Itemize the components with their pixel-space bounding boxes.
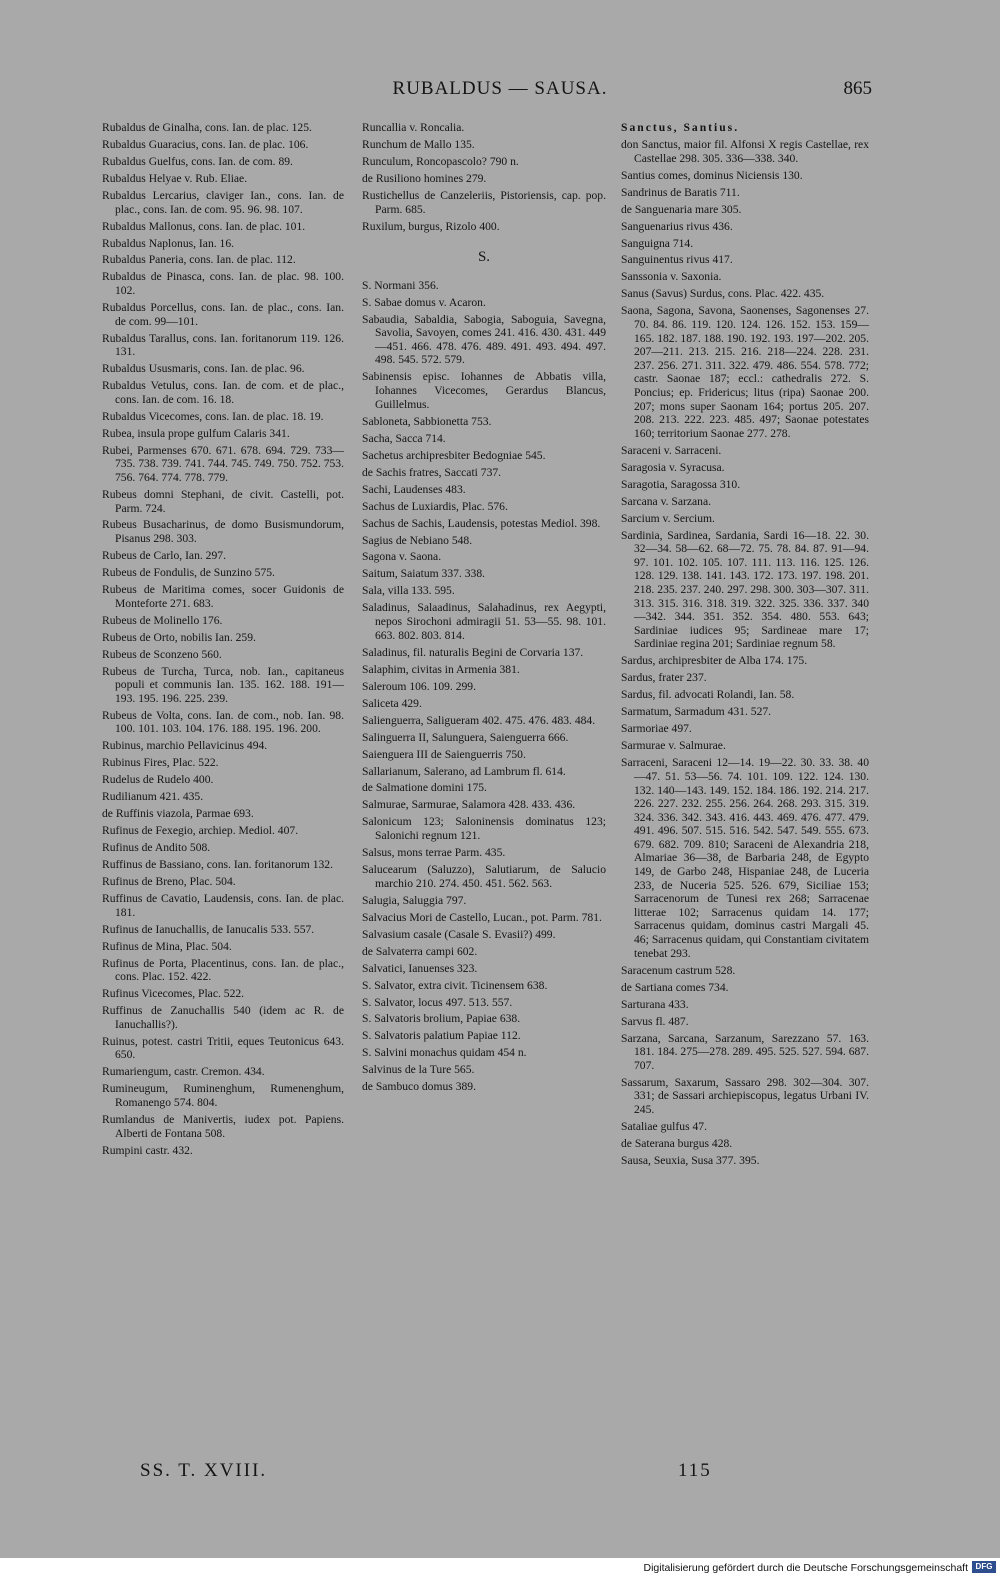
index-entry: Sala, villa 133. 595. (362, 584, 455, 598)
index-entry: Salinguerra II, Salunguera, Saienguerra 666. (362, 730, 569, 744)
index-entry: Salaphim, civitas in Armenia 381. (362, 662, 520, 676)
index-entry: Rubeus de Carlo, Ian. 297. (102, 549, 226, 563)
index-entry: de Sanguenaria mare 305. (621, 202, 742, 216)
index-entry: de Salmatione domini 175. (362, 781, 487, 795)
index-entry: S. Normani 356. (362, 278, 439, 292)
section-letter: S. (477, 249, 491, 266)
index-entry: Salienguerra, Saligueram 402. 475. 476. 483. 484. (362, 713, 596, 727)
index-entry: Saleroum 106. 109. 299. (362, 679, 476, 693)
index-entry: Rubeus de Molinello 176. (102, 613, 223, 627)
index-entry: Runcallia v. Roncalia. (362, 121, 465, 134)
index-entry: don Sanctus, maior fil. Alfonsi X regis Castellae, rex Castellae 298. 305. 336—338. 340. (621, 137, 869, 165)
index-entry: Rubeus de Orto, nobilis Ian. 259. (102, 630, 256, 644)
index-entry: Sandrinus de Baratis 711. (621, 185, 740, 199)
index-entry: Salvacius Mori de Castello, Lucan., pot. Parm. 781. (362, 910, 602, 924)
index-column-middle (362, 121, 606, 1097)
index-column-right (621, 121, 869, 1171)
index-entry: Rubaldus Naplonus, Ian. 16. (102, 236, 235, 250)
index-entry: Rufinus de Ianuchallis, de Ianucalis 533. 557. (102, 922, 315, 936)
index-group-r-end (362, 121, 606, 233)
index-entry: Rubaldus Tarallus, cons. Ian. foritanorum 119. 126. 131. (102, 331, 344, 359)
index-entry: Rufinus de Andito 508. (102, 841, 211, 855)
index-entry: Rubaldus Vicecomes, cons. Ian. de plac. 18. 19. (102, 409, 324, 423)
index-entry: Rubeus de Sconzeno 560. (102, 647, 222, 661)
index-entry: Rubaldus Porcellus, cons. Ian. de plac., cons. Ian. de com. 99—101. (102, 301, 344, 328)
index-entry: Rumlandus de Manivertis, iudex pot. Papiens. Alberti de Fontana 508. (102, 1113, 344, 1140)
index-entry: Sassarum, Saxarum, Sassaro 298. 302—304. 307. 331; de Sassari archiepiscopus, legatus Urbani IV. 245. (621, 1075, 869, 1116)
index-entry: Salonicum 123; Saloninensis dominatus 123; Salonichi regnum 121. (362, 815, 606, 843)
index-entry: Sardus, archipresbiter de Alba 174. 175. (621, 654, 808, 668)
index-entry: Sarmoriae 497. (621, 722, 692, 736)
index-entry: Rubeus de Volta, cons. Ian. de com., nob. Ian. 98. 100. 101. 103. 104. 176. 188. 195. 196. 200. (102, 708, 344, 736)
index-entry: Saona, Sagona, Savona, Saonenses, Sagonenses 27. 70. 84. 86. 119. 120. 124. 126. 152. 153. 159—165. 182. 187. 188. 190. 192. 193. 197—202. 205. 207—211. 213. 215. 216. 218—224. 228. 231. 237. 256. 271. 311. 322. 479. 486. 554. 578. 772; castr. Saonae 187; eccl.: cathedralis 272. S. Poncius; ep. Fridericus; litus (ripa) Saonae 200. 207; mons super Saonam 164; portus 205. 207. 208. 213. 222. 223. 485. 497; Saonae potestates 160; territorium Saonae 277. 278. (621, 304, 869, 440)
index-entry: Rubeus de Turcha, Turca, nob. Ian., capitaneus populi et communis Ian. 135. 162. 188. 191—193. 195. 196. 225. 239. (102, 664, 344, 705)
index-entry: de Salvaterra campi 602. (362, 944, 478, 958)
index-entry: Sarraceni, Saraceni 12—14. 19—22. 30. 33. 38. 40—47. 51. 53—56. 74. 101. 109. 122. 124. 130. 132. 140—143. 149. 152. 184. 186. 192. 214. 217. 226. 227. 232. 255. 256. 264. 268. 293. 315. 319. 324. 336. 342. 343. 416. 443. 469. 476. 477. 479. 491. 496. 507. 515. 516. 542. 547. 549. 555. 673. 679. 682. 709. 810; Saraceni de Alexandria 218, Almariae 36—38, de Barbaria 248, de Egypto 149, de Garbo 248, Hispaniae 248, de Luceria 233, de Nuceria 525. 526. 679, Siciliae 153; Sarracenorum de Tunesi rex 268; Sarracenae litterae 102; Sarracenus quidam 14. 177; Sarracenus quidam, dominus castri Margali 45. 46; Sarracenus quidam, qui Constantiam civitatem tenebat 293. (621, 756, 869, 960)
volume-label: SS. T. XVIII. (140, 1460, 268, 1481)
index-entry: Saladinus, Salaadinus, Salahadinus, rex Aegypti, nepos Sirochoni admiragii 51. 53—55. 98. 101. 663. 802. 803. 814. (362, 601, 606, 642)
index-entry: Saladinus, fil. naturalis Begini de Corvaria 137. (362, 645, 584, 659)
index-entry: Rubaldus Helyae v. Rub. Eliae. (102, 171, 248, 185)
index-entry: Rubeus domni Stephani, de civit. Castelli, pot. Parm. 724. (102, 487, 344, 515)
index-entry: de Sambuco domus 389. (362, 1080, 476, 1094)
index-entry: Sataliae gulfus 47. (621, 1119, 707, 1133)
index-entry: Rubinus Fires, Plac. 522. (102, 756, 219, 770)
index-entry: Sanssonia v. Saxonia. (621, 270, 722, 284)
index-column-left (102, 121, 344, 1161)
index-entry: Rubaldus Guaracius, cons. Ian. de plac. 106. (102, 137, 309, 151)
index-entry: Sarmurae v. Salmurae. (621, 739, 726, 753)
index-entry: Rubeus de Fondulis, de Sunzino 575. (102, 566, 275, 580)
index-entry: Sardus, frater 237. (621, 671, 707, 685)
index-entry: Sanus (Savus) Surdus, cons. Plac. 422. 435. (621, 287, 825, 301)
index-entry: Ruxilum, burgus, Rizolo 400. (362, 219, 500, 233)
index-entry: Sagona v. Saona. (362, 550, 442, 564)
index-entry: Rubaldus de Pinasca, cons. Ian. de plac. 98. 100. 102. (102, 270, 344, 298)
index-entry: de Saterana burgus 428. (621, 1136, 733, 1150)
index-entry: Runchum de Mallo 135. (362, 137, 475, 151)
index-entry: Rubaldus Ususmaris, cons. Ian. de plac. 96. (102, 362, 305, 376)
index-entry: Rubei, Parmenses 670. 671. 678. 694. 729. 733—735. 738. 739. 741. 744. 745. 749. 750. 752. 753. 756. 764. 774. 778. 779. (102, 443, 344, 484)
index-entry: Rubaldus de Ginalha, cons. Ian. de plac. 125. (102, 121, 312, 134)
index-entry: Salvasium casale (Casale S. Evasii?) 499. (362, 927, 556, 941)
index-entry: Rubaldus Vetulus, cons. Ian. de com. et de plac., cons. Ian. de com. 16. 18. (102, 379, 344, 406)
index-entry: Sagius de Nebiano 548. (362, 533, 473, 547)
index-entry: Rumariengum, castr. Cremon. 434. (102, 1065, 265, 1079)
index-entry: Sachi, Laudenses 483. (362, 482, 466, 496)
index-entry: Sarcium v. Sercium. (621, 511, 715, 525)
signature-mark: 115 (678, 1460, 712, 1481)
index-entry: Rubaldus Mallonus, cons. Ian. de plac. 101. (102, 219, 306, 233)
index-entry: de Sachis fratres, Saccati 737. (362, 465, 502, 479)
index-entry: Rufinus Vicecomes, Plac. 522. (102, 987, 245, 1001)
index-entry: Salvinus de la Ture 565. (362, 1063, 475, 1077)
index-entry: Salmurae, Sarmurae, Salamora 428. 433. 436. (362, 798, 576, 812)
index-entry: Sardus, fil. advocati Rolandi, Ian. 58. (621, 688, 795, 702)
index-entry: Rufinus de Fexegio, archiep. Mediol. 407. (102, 824, 299, 838)
index-entry: Rubea, insula prope gulfum Calaris 341. (102, 426, 290, 440)
index-entry: Saragotia, Saragossa 310. (621, 477, 741, 491)
index-entry: Rufinus de Breno, Plac. 504. (102, 875, 236, 889)
index-entry: Sanguenarius rivus 436. (621, 219, 733, 233)
index-entry: S. Salvator, extra civit. Ticinensem 638. (362, 978, 548, 992)
index-entry: de Sartiana comes 734. (621, 980, 729, 994)
index-entry: Sachus de Luxiardis, Plac. 576. (362, 499, 508, 513)
index-entry: Sallarianum, Salerano, ad Lambrum fl. 614. (362, 764, 566, 778)
index-entry: de Ruffinis viazola, Parmae 693. (102, 807, 254, 821)
index-entry: Rubaldus Guelfus, cons. Ian. de com. 89. (102, 154, 293, 168)
index-entry: Saienguera III de Saienguerris 750. (362, 747, 526, 761)
index-entry: S. Salvini monachus quidam 454 n. (362, 1046, 527, 1060)
index-entry: Sabloneta, Sabbionetta 753. (362, 414, 492, 428)
index-entry: Ruffinus de Cavatio, Laudensis, cons. Ian. de plac. 181. (102, 892, 344, 919)
index-entry: S. Salvatoris palatium Papiae 112. (362, 1029, 521, 1043)
page-title: RUBALDUS — SAUSA. (392, 78, 608, 99)
page-number: 865 (843, 78, 872, 99)
index-entry: Salucearum (Saluzzo), Salutiarum, de Salucio marchio 210. 274. 450. 451. 562. 563. (362, 863, 606, 890)
index-entry: Rumpini castr. 432. (102, 1143, 193, 1157)
index-entry: S. Salvatoris brolium, Papiae 638. (362, 1012, 521, 1026)
index-entry: Sanguigna 714. (621, 236, 694, 250)
index-entry: Sarvus fl. 487. (621, 1014, 689, 1028)
index-entry: Sachus de Sachis, Laudensis, potestas Mediol. 398. (362, 516, 601, 530)
index-entry: Ruffinus de Zanuchallis 540 (idem ac R. de Ianuchallis?). (102, 1004, 344, 1031)
index-entry: Sabinensis episc. Iohannes de Abbatis villa, Iohannes Vicecomes, Gerardus Blancus, Guillelmus. (362, 370, 606, 411)
index-entry: Sanctus, Santius. (621, 121, 740, 134)
index-entry: Sanguinentus rivus 417. (621, 253, 733, 267)
index-entry: Saracenum castrum 528. (621, 963, 736, 977)
index-group-s (362, 279, 606, 1094)
index-entry: Salsus, mons terrae Parm. 435. (362, 846, 506, 860)
index-entry: Sarzana, Sarcana, Sarzanum, Sarezzano 57. 163. 181. 184. 275—278. 289. 495. 525. 527. 594. 687. 707. (621, 1031, 869, 1072)
index-entry: Rubeus Busacharinus, de domo Busismundorum, Pisanus 298. 303. (102, 518, 344, 546)
index-entry: Saliceta 429. (362, 696, 422, 710)
index-entry: Sacha, Sacca 714. (362, 431, 446, 445)
index-entry: Rubaldus Paneria, cons. Ian. de plac. 112. (102, 253, 296, 267)
index-entry: Salugia, Saluggia 797. (362, 893, 467, 907)
index-entry: S. Sabae domus v. Acaron. (362, 295, 486, 309)
index-entry: Rumineugum, Ruminenghum, Rumenenghum, Romanengo 574. 804. (102, 1082, 344, 1110)
index-entry: Saraceni v. Sarraceni. (621, 443, 722, 457)
index-entry: Sarturana 433. (621, 997, 689, 1011)
index-entry: Rubaldus Lercarius, claviger Ian., cons. Ian. de plac., cons. Ian. de com. 95. 96. 98. 107. (102, 188, 344, 216)
index-entry: Rufinus de Mina, Plac. 504. (102, 939, 232, 953)
index-entry: Rubeus de Maritima comes, socer Guidonis de Monteforte 271. 683. (102, 583, 344, 610)
index-entry: Runculum, Roncopascolo? 790 n. (362, 154, 519, 168)
index-entry: Sabaudia, Sabaldia, Sabogia, Saboguia, Savegna, Savolia, Savoyen, comes 241. 416. 430. 431. 449—451. 466. 478. 476. 489. 491. 493. 494. 497. 498. 545. 572. 579. (362, 312, 606, 367)
index-entry: Rufinus de Porta, Placentinus, cons. Ian. de plac., cons. Plac. 152. 422. (102, 956, 344, 984)
credit-text: Digitalisierung gefördert durch die Deutsche Forschungsgemeinschaft (643, 1562, 968, 1574)
index-entry: Rudelus de Rudelo 400. (102, 773, 214, 787)
index-entry: Rubinus, marchio Pellavicinus 494. (102, 739, 268, 753)
index-entry: Salvatici, Ianuenses 323. (362, 961, 478, 975)
index-entry: Saragosia v. Syracusa. (621, 460, 725, 474)
credit-bar (0, 1558, 1000, 1576)
index-entry: Saitum, Saiatum 337. 338. (362, 567, 486, 581)
dfg-logo: DFG (972, 1561, 996, 1573)
index-entry: Rudilianum 421. 435. (102, 790, 204, 804)
index-entry: Sachetus archipresbiter Bedogniae 545. (362, 448, 546, 462)
index-entry: Sarcana v. Sarzana. (621, 494, 712, 508)
index-entry: de Rusiliono homines 279. (362, 171, 487, 185)
index-entry: Sardinia, Sardinea, Sardania, Sardi 16—18. 22. 30. 32—34. 58—62. 68—72. 75. 78. 84. 87. 91—94. 97. 101. 102. 105. 107. 111. 113. 116. 125. 126. 128. 129. 138. 141. 143. 172. 173. 197. 198. 201. 218. 235. 237. 240. 297. 298. 300. 303—307. 311. 313. 315. 316. 318. 319. 322. 325. 336. 337. 340—342. 344. 351. 352. 354. 480. 553. 643; Sardiniae iudices 95; Sardineae mare 17; Sardiniae regina 201; Sardiniae regnum 58. (621, 528, 869, 651)
index-entry: Sarmatum, Sarmadum 431. 527. (621, 705, 772, 719)
index-entry: Sausa, Seuxia, Susa 377. 395. (621, 1153, 760, 1167)
index-entry: Rustichellus de Canzeleriis, Pistoriensis, cap. pop. Parm. 685. (362, 188, 606, 216)
index-entry: Santius comes, dominus Niciensis 130. (621, 168, 803, 182)
index-entry: Ruinus, potest. castri Tritii, eques Teutonicus 643. 650. (102, 1034, 344, 1062)
index-entry: Ruffinus de Bassiano, cons. Ian. foritanorum 132. (102, 858, 333, 872)
index-entry: S. Salvator, locus 497. 513. 557. (362, 995, 513, 1009)
